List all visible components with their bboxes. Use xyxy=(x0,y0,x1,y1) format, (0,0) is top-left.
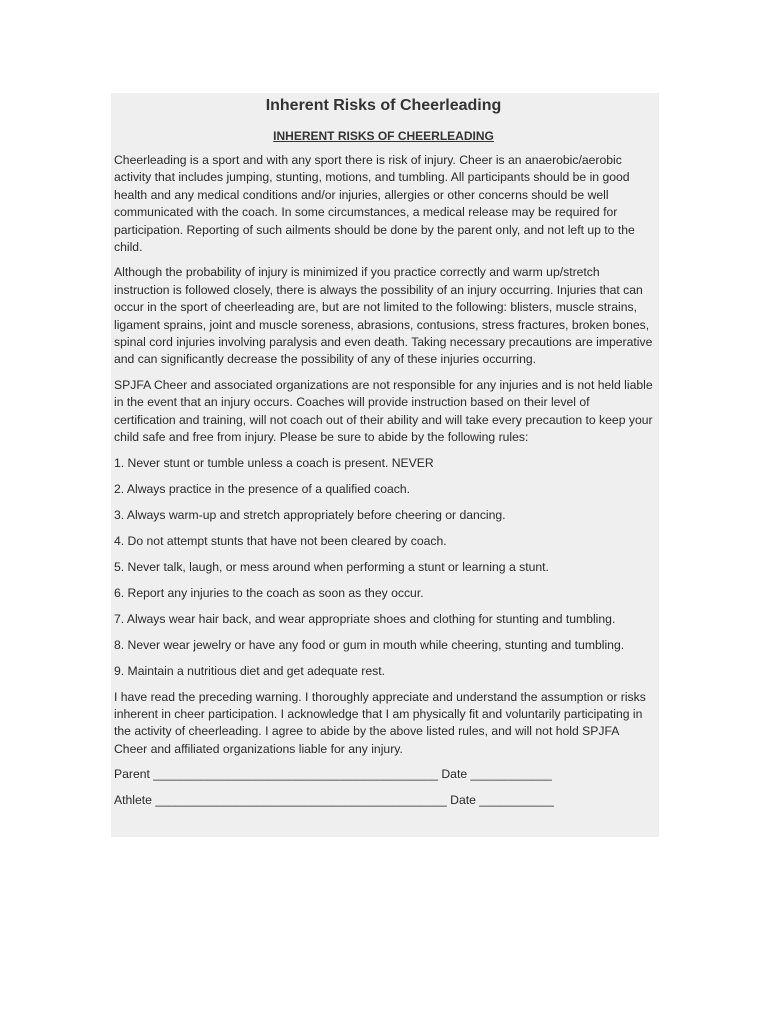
rule-item: 5. Never talk, laugh, or mess around when performing a stunt or learning a stunt. xyxy=(114,559,549,574)
intro-paragraph: Cheerleading is a sport and with any sport there is risk of injury. Cheer is an anaerobic/aerobic activity that includes jumping, stunting, motions, and tumbling. All participants should be in good health and any medical conditions and/or injuries, allergies or other concerns should be well communicated with the coach. In some circumstances, a medical release may be required for participation. Reporting of such ailments should be done by the parent only, and not left up to the child. xyxy=(114,153,635,255)
liability-paragraph: SPJFA Cheer and associated organizations are not responsible for any injuries and is not held liable in the event that an injury occurs. Coaches will provide instruction based on their level of certification and training, will not coach out of their ability and will take every precaution to keep your child safe and free from injury. Please be sure to abide by the following rules: xyxy=(114,377,653,445)
rules-list xyxy=(114,455,653,689)
rule-item: 3. Always warm-up and stretch appropriately before cheering or dancing. xyxy=(114,507,506,522)
injury-risk-paragraph: Although the probability of injury is minimized if you practice correctly and warm up/stretch instruction is followed closely, there is always the possibility of an injury occurring. Injuries that can occur in the sport of cheerleading are, but are not limited to the following: blisters, muscle strains, ligament sprains, joint and muscle soreness, abrasions, contusions, stress fractures, broken bones, spinal cord injuries involving paralysis and even death. Taking necessary precautions are imperative and can significantly decrease the possibility of any of these injuries occurring. xyxy=(114,265,653,367)
acknowledgement-paragraph: I have read the preceding warning. I thoroughly appreciate and understand the assumption or risks inherent in cheer participation. I acknowledge that I am physically fit and voluntarily participating in the activity of cheerleading. I agree to abide by the above listed rules, and will not hold SPJFA Cheer and affiliated organizations liable for any injury. xyxy=(114,689,646,756)
rule-item: 1. Never stunt or tumble unless a coach is present. NEVER xyxy=(114,455,434,470)
document-title: Inherent Risks of Cheerleading xyxy=(265,97,502,114)
document-page xyxy=(111,93,659,837)
athlete-signature-line: Athlete ___________________________________________ Date ___________ xyxy=(114,793,554,808)
rule-item: 9. Maintain a nutritious diet and get adequate rest. xyxy=(114,663,386,678)
rule-item: 4. Do not attempt stunts that have not been cleared by coach. xyxy=(114,533,447,548)
parent-signature-line: Parent __________________________________________ Date ____________ xyxy=(114,767,552,782)
rule-item: 2. Always practice in the presence of a qualified coach. xyxy=(114,481,411,496)
document-body xyxy=(114,152,653,818)
rule-item: 8. Never wear jewelry or have any food or gum in mouth while cheering, stunting and tumbling. xyxy=(114,637,625,652)
rule-item: 6. Report any injuries to the coach as soon as they occur. xyxy=(114,585,424,600)
rule-item: 7. Always wear hair back, and wear appropriate shoes and clothing for stunting and tumbling. xyxy=(114,611,616,626)
document-subtitle: INHERENT RISKS OF CHEERLEADING xyxy=(273,129,494,143)
